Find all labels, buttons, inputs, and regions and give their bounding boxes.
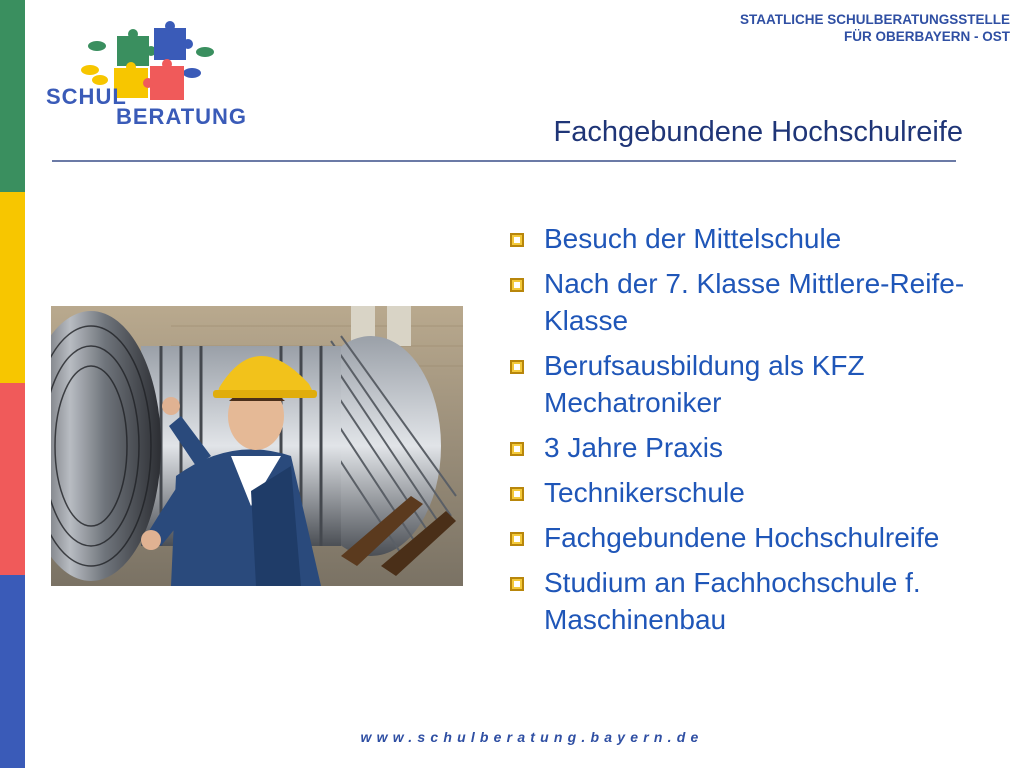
schulberatung-logo [42, 18, 248, 129]
title-divider [52, 160, 956, 162]
turbine-worker-photo [51, 306, 463, 586]
list-item [506, 429, 1006, 466]
bullet-text: 3 Jahre Praxis [544, 432, 723, 463]
institution-header [740, 11, 1010, 45]
bullet-text: Besuch der Mittelschule [544, 223, 842, 254]
left-color-stripe [0, 0, 25, 768]
slide-title: Fachgebundene Hochschulreife [553, 116, 963, 148]
stripe-yellow-segment [0, 192, 25, 383]
bullet-text: Berufsausbildung als KFZ Mechatroniker [544, 350, 865, 418]
square-bullet-icon [510, 487, 524, 501]
square-bullet-icon [510, 233, 524, 247]
list-item [506, 265, 1006, 339]
list-item [506, 474, 1006, 511]
bullet-text: Technikerschule [544, 477, 745, 508]
square-bullet-icon [510, 360, 524, 374]
footer-website-url: www.schulberatung.bayern.de [360, 729, 704, 745]
institution-line-1: STAATLICHE SCHULBERATUNGSSTELLE [740, 12, 1010, 27]
logo-text-schul: SCHUL [46, 84, 127, 109]
list-item [506, 564, 1006, 638]
stripe-red-segment [0, 383, 25, 575]
worker-turbine-image [51, 306, 463, 586]
bullet-list [506, 220, 1006, 646]
square-bullet-icon [510, 442, 524, 456]
square-bullet-icon [510, 532, 524, 546]
bullet-text: Fachgebundene Hochschulreife [544, 522, 940, 553]
bullet-text: Nach der 7. Klasse Mittlere-Reife- Klasse [544, 268, 965, 336]
institution-line-2: FÜR OBERBAYERN - OST [843, 29, 1010, 44]
list-item [506, 220, 1006, 257]
bullet-text: Studium an Fachhochschule f. Maschinenbau [544, 567, 921, 635]
list-item [506, 347, 1006, 421]
list-item [506, 519, 1006, 556]
stripe-green-segment [0, 0, 25, 192]
logo-text-beratung: BERATUNG [116, 104, 248, 129]
square-bullet-icon [510, 577, 524, 591]
square-bullet-icon [510, 278, 524, 292]
